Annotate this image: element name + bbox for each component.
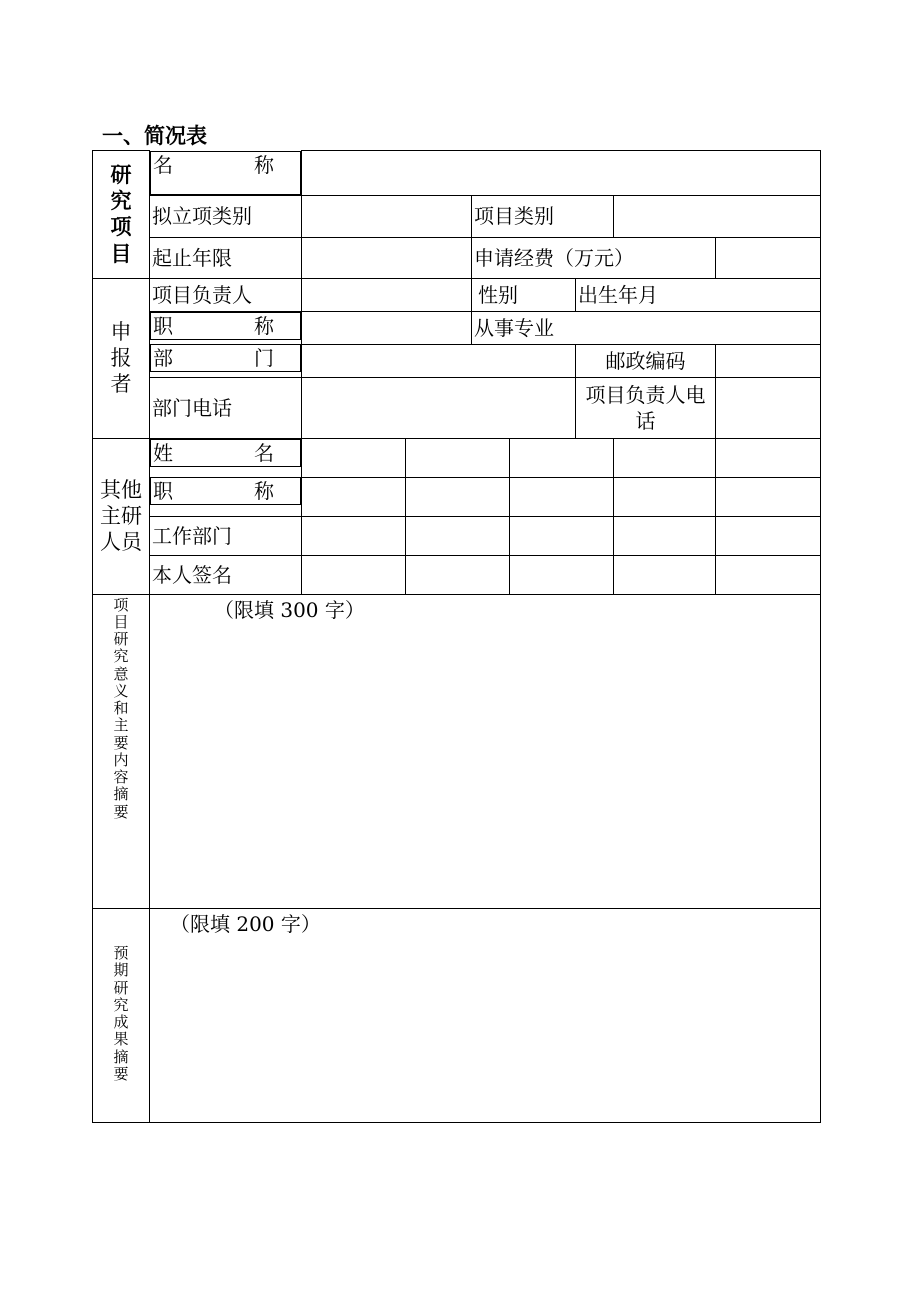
expected-results-field[interactable] [150,908,821,1122]
researcher-title-field[interactable] [302,477,406,516]
period-label: 起止年限 [150,237,302,278]
applicant-group-label: 申报者 [93,278,150,438]
other-researchers-group-label: 其他主研人员 [93,438,150,594]
researcher-signature-field[interactable] [406,555,510,594]
overview-form-table [92,150,821,1123]
researcher-name-field[interactable] [510,438,614,477]
researcher-title-field[interactable] [406,477,510,516]
researcher-workplace-field[interactable] [510,516,614,555]
applicant-title-field[interactable] [302,311,472,344]
researcher-signature-field[interactable] [510,555,614,594]
project-name-field[interactable] [302,151,821,196]
researcher-title-field[interactable] [510,477,614,516]
researcher-title-field[interactable] [614,477,716,516]
researcher-title-field[interactable] [716,477,821,516]
researcher-workplace-label: 工作部门 [150,516,302,555]
researcher-workplace-field[interactable] [716,516,821,555]
researcher-signature-field[interactable] [614,555,716,594]
gender-label: 性别 [472,278,576,311]
applicant-title-label: 职 称 [150,312,301,340]
funding-field[interactable] [716,237,821,278]
project-name-label: 名 称 [150,151,301,195]
funding-label: 申请经费（万元） [472,237,716,278]
researcher-workplace-field[interactable] [302,516,406,555]
summary-field[interactable] [150,594,821,908]
birth-label: 出生年月 [576,278,821,311]
researcher-name-field[interactable] [302,438,406,477]
postcode-field[interactable] [716,344,821,377]
researcher-title-label: 职 称 [150,477,301,505]
researcher-name-field[interactable] [614,438,716,477]
project-category-field[interactable] [614,195,821,237]
leader-label: 项目负责人 [150,278,302,311]
researcher-name-field[interactable] [406,438,510,477]
section-title: 一、简况表 [102,124,207,148]
researcher-signature-label: 本人签名 [150,555,302,594]
department-label: 部 门 [150,344,301,372]
researcher-name-field[interactable] [716,438,821,477]
leader-phone-label: 项目负责人电话 [576,377,716,438]
researcher-workplace-field[interactable] [614,516,716,555]
expected-limit-note: （限填 200 字） [170,911,321,936]
period-field[interactable] [302,237,472,278]
research-project-group-label: 研究项目 [93,151,150,279]
summary-limit-note: （限填 300 字） [214,597,365,622]
researcher-workplace-field[interactable] [406,516,510,555]
dept-phone-field[interactable] [302,377,576,438]
expected-results-label: 预期研究成果摘要 [93,908,150,1122]
proposed-category-label: 拟立项类别 [150,195,302,237]
postcode-label: 邮政编码 [576,344,716,377]
department-field[interactable] [302,344,576,377]
project-category-label: 项目类别 [472,195,614,237]
researcher-signature-field[interactable] [302,555,406,594]
summary-label: 项目研究意义和主要内容摘要 [93,594,150,908]
leader-field[interactable] [302,278,472,311]
researcher-name-label: 姓 名 [150,439,301,467]
proposed-category-field[interactable] [302,195,472,237]
researcher-signature-field[interactable] [716,555,821,594]
dept-phone-label: 部门电话 [150,377,302,438]
leader-phone-field[interactable] [716,377,821,438]
major-label: 从事专业 [472,311,821,344]
